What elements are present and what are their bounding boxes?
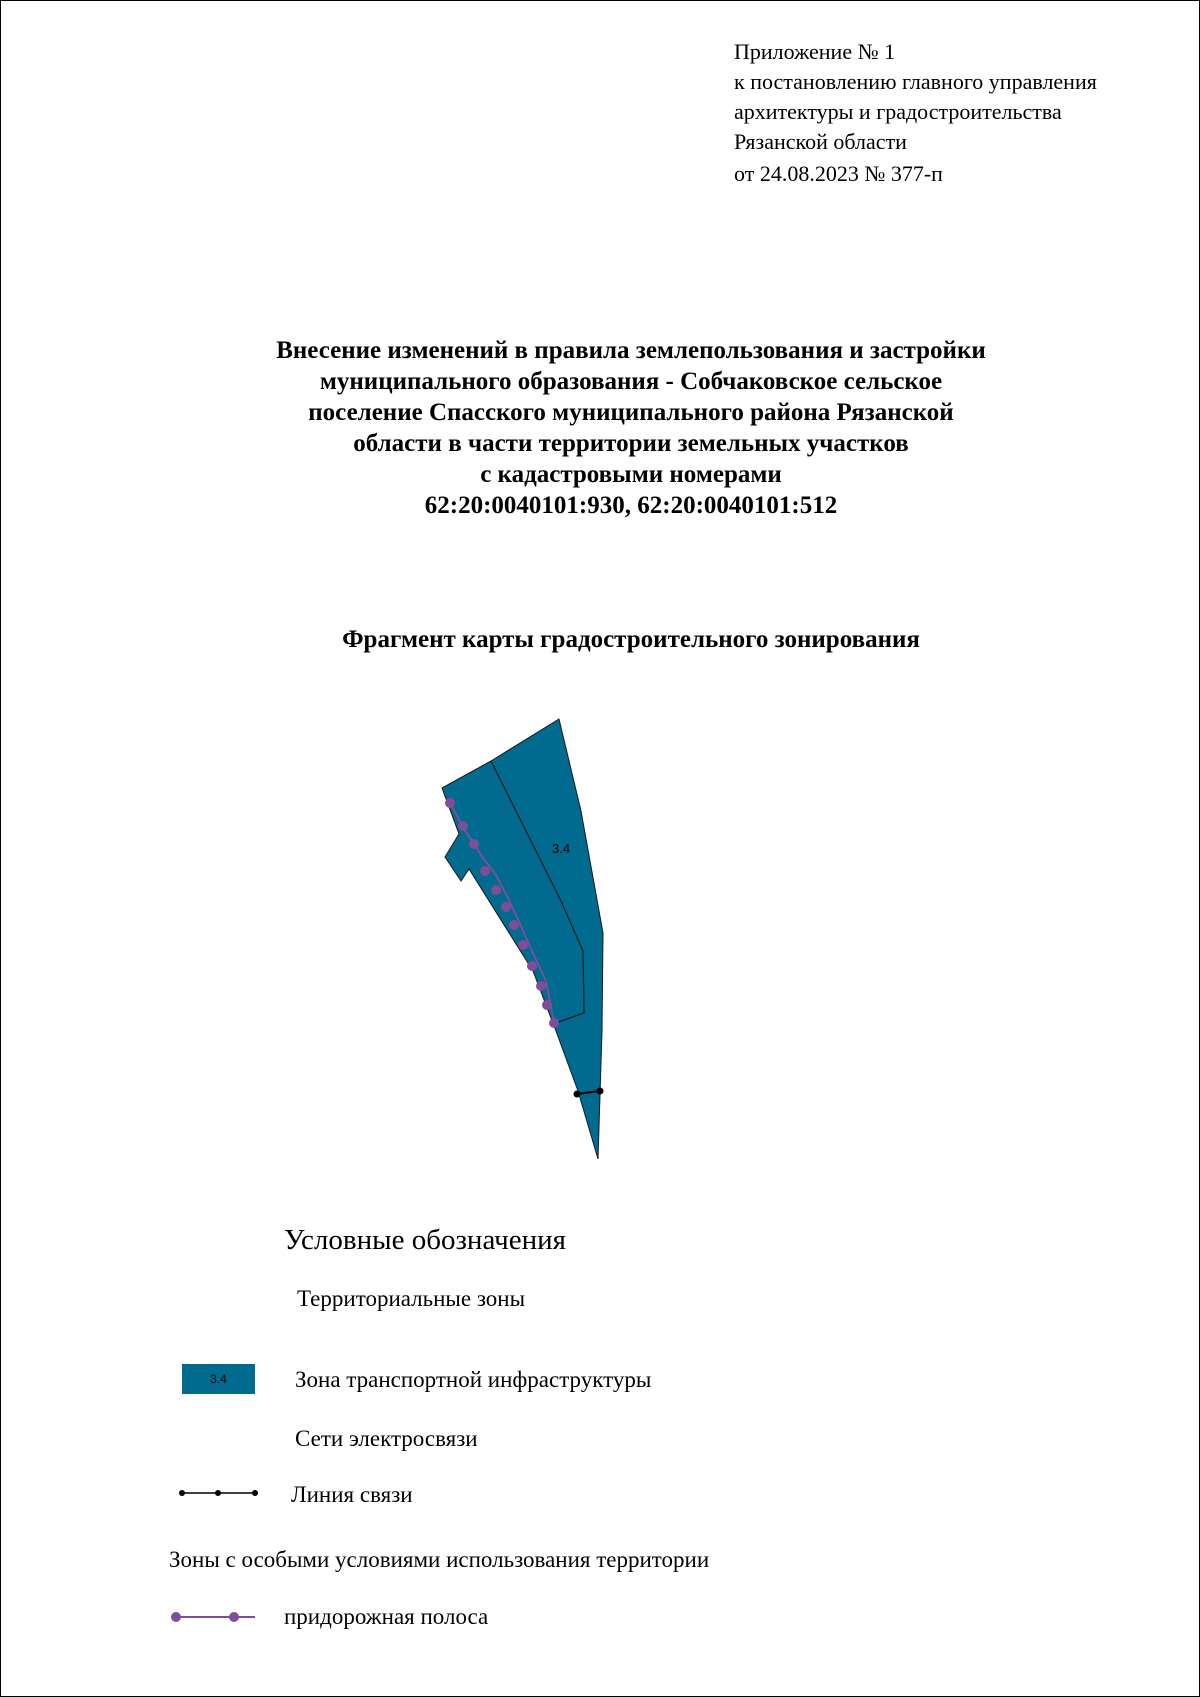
roadside-strip-symbol-icon: [167, 1608, 259, 1626]
title-line-4: области в части территории земельных участков: [353, 430, 909, 457]
title-line-2: муниципального образования - Собчаковское сельское: [319, 368, 943, 395]
legend-group-zones: Территориальные зоны: [297, 1286, 526, 1311]
zone-swatch: [182, 1364, 255, 1394]
appendix-number: Приложение № 1: [734, 39, 896, 64]
appendix-line-3: архитектуры и градостроительства: [734, 99, 1062, 124]
map-fragment-title: Фрагмент карты градостроительного зонирования: [342, 626, 920, 653]
appendix-line-2: к постановлению главного управления: [734, 69, 1097, 94]
zoning-map: [1, 1, 1200, 1697]
title-line-5: с кадастровыми номерами: [480, 461, 782, 488]
legend-title: Условные обозначения: [284, 1224, 566, 1256]
zone-swatch-label: 3.4: [210, 1372, 227, 1386]
title-line-3: поселение Спасского муниципального района Рязанской: [308, 399, 954, 426]
legend-roadside-label: придорожная полоса: [284, 1604, 489, 1629]
title-line-6: 62:20:0040101:930, 62:20:0040101:512: [424, 492, 838, 519]
legend-zone-label: Зона транспортной инфраструктуры: [295, 1367, 652, 1392]
map-zone-label: 3.4: [552, 841, 571, 856]
comm-line-symbol-icon: [177, 1485, 261, 1501]
appendix-line-4: Рязанской области: [734, 129, 907, 154]
legend-comm-line-label: Линия связи: [291, 1482, 413, 1507]
legend-group-special: Зоны с особыми условиями использования территории: [169, 1547, 710, 1572]
appendix-date: от 24.08.2023 № 377-п: [734, 161, 943, 186]
legend-group-networks: Сети электросвязи: [295, 1426, 478, 1451]
title-line-1: Внесение изменений в правила землепользования и застройки: [276, 337, 986, 364]
